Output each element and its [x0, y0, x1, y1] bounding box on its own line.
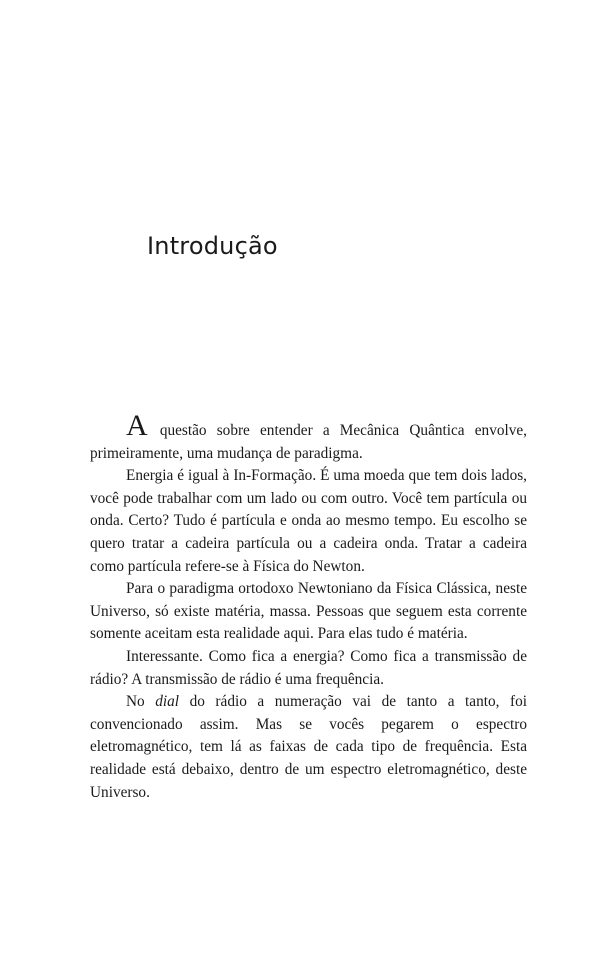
paragraph-2: Energia é igual à In-Formação. É uma moeda que tem dois lados, você pode trabalhar com um lado ou com outro. Você tem partícula ou onda. Certo? Tudo é partícula e onda ao mesmo tempo. Eu escolho se quero tratar a cadeira partícula ou a cadeira onda. Tratar a cadeira como partícula refere-se à Física do Newton. [90, 467, 527, 575]
paragraph-3: Para o paradigma ortodoxo Newtoniano da Física Clássica, neste Universo, só existe matéria, massa. Pessoas que seguem esta corrente somente aceitam esta realidade aqui. Para elas tudo é matéria. [90, 580, 527, 643]
paragraph-5-italic: dial [155, 693, 180, 711]
paragraph-5 [90, 691, 527, 804]
drop-cap: A [126, 409, 148, 442]
paragraph-1-text: questão sobre entender a Mecânica Quântica envolve, primeiramente, uma mudança de paradigma. [90, 422, 527, 462]
paragraph-1 [90, 409, 527, 465]
body-text [90, 409, 527, 804]
paragraph-5-before: No [126, 693, 156, 711]
chapter-title: Introdução [147, 232, 278, 260]
paragraph-4: Interessante. Como fica a energia? Como fica a transmissão de rádio? A transmissão de rádio é uma frequência. [90, 647, 527, 688]
paragraph-5-after: do rádio a numeração vai de tanto a tanto, foi convencionado assim. Mas se vocês pegarem o espectro eletromagnético, tem lá as faixas de cada tipo de frequência. Esta realidade está debaixo, dentro de um espectro eletromagnético, deste Universo. [90, 693, 527, 801]
